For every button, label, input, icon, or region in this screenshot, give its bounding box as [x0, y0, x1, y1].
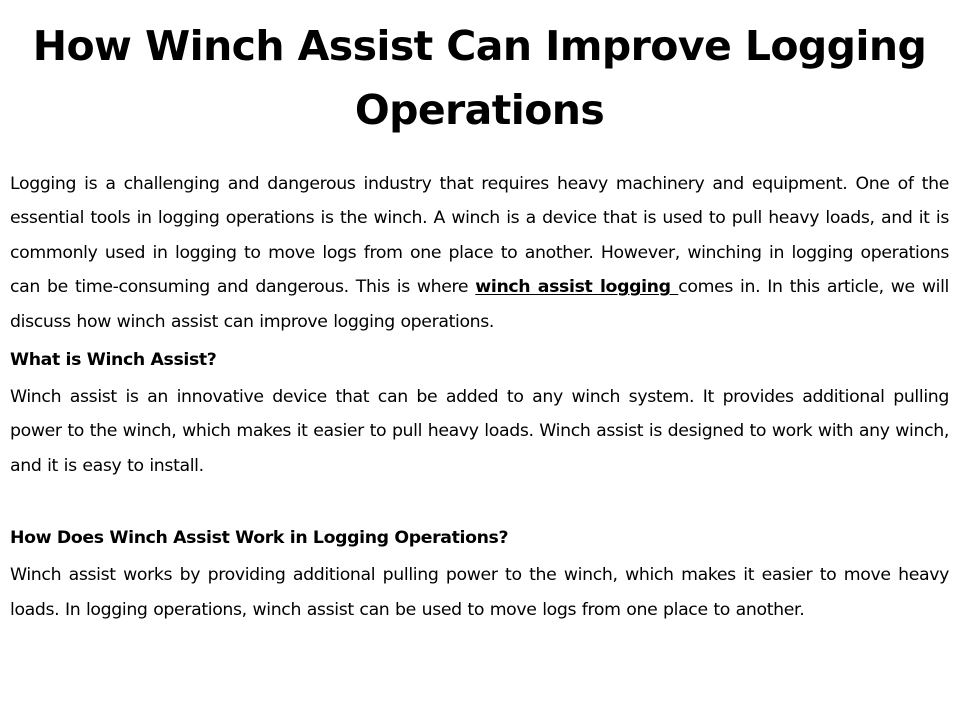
intro-paragraph	[10, 167, 949, 339]
page-title: How Winch Assist Can Improve Logging Operations	[32, 22, 927, 134]
winch-assist-logging-link[interactable]: winch assist logging	[475, 277, 679, 298]
intro-text-after-link: comes in. In this article, we will discuss how winch assist can improve logging operations.	[10, 277, 949, 332]
intro-text-before-link: Logging is a challenging and dangerous industry that requires heavy machinery and equipment. One of the essential tools in logging operations is the winch. A winch is a device that is used to pull heavy loads, and it is commonly used in logging to move logs from one place to another. However, winching in logging operations can be time-consuming and dangerous. This is where	[10, 174, 949, 298]
section-body-what-is-winch-assist: Winch assist is an innovative device that can be added to any winch system. It provides additional pulling power to the winch, which makes it easier to pull heavy loads. Winch assist is designed to work with any winch, and it is easy to install.	[10, 387, 949, 476]
section-body-how-does-winch-assist-work: Winch assist works by providing additional pulling power to the winch, which makes it easier to move heavy loads. In logging operations, winch assist can be used to move logs from one place to another.	[10, 565, 949, 620]
section-heading-what-is-winch-assist: What is Winch Assist?	[10, 350, 217, 371]
section-heading-how-does-winch-assist-work: How Does Winch Assist Work in Logging Operations?	[10, 528, 509, 549]
